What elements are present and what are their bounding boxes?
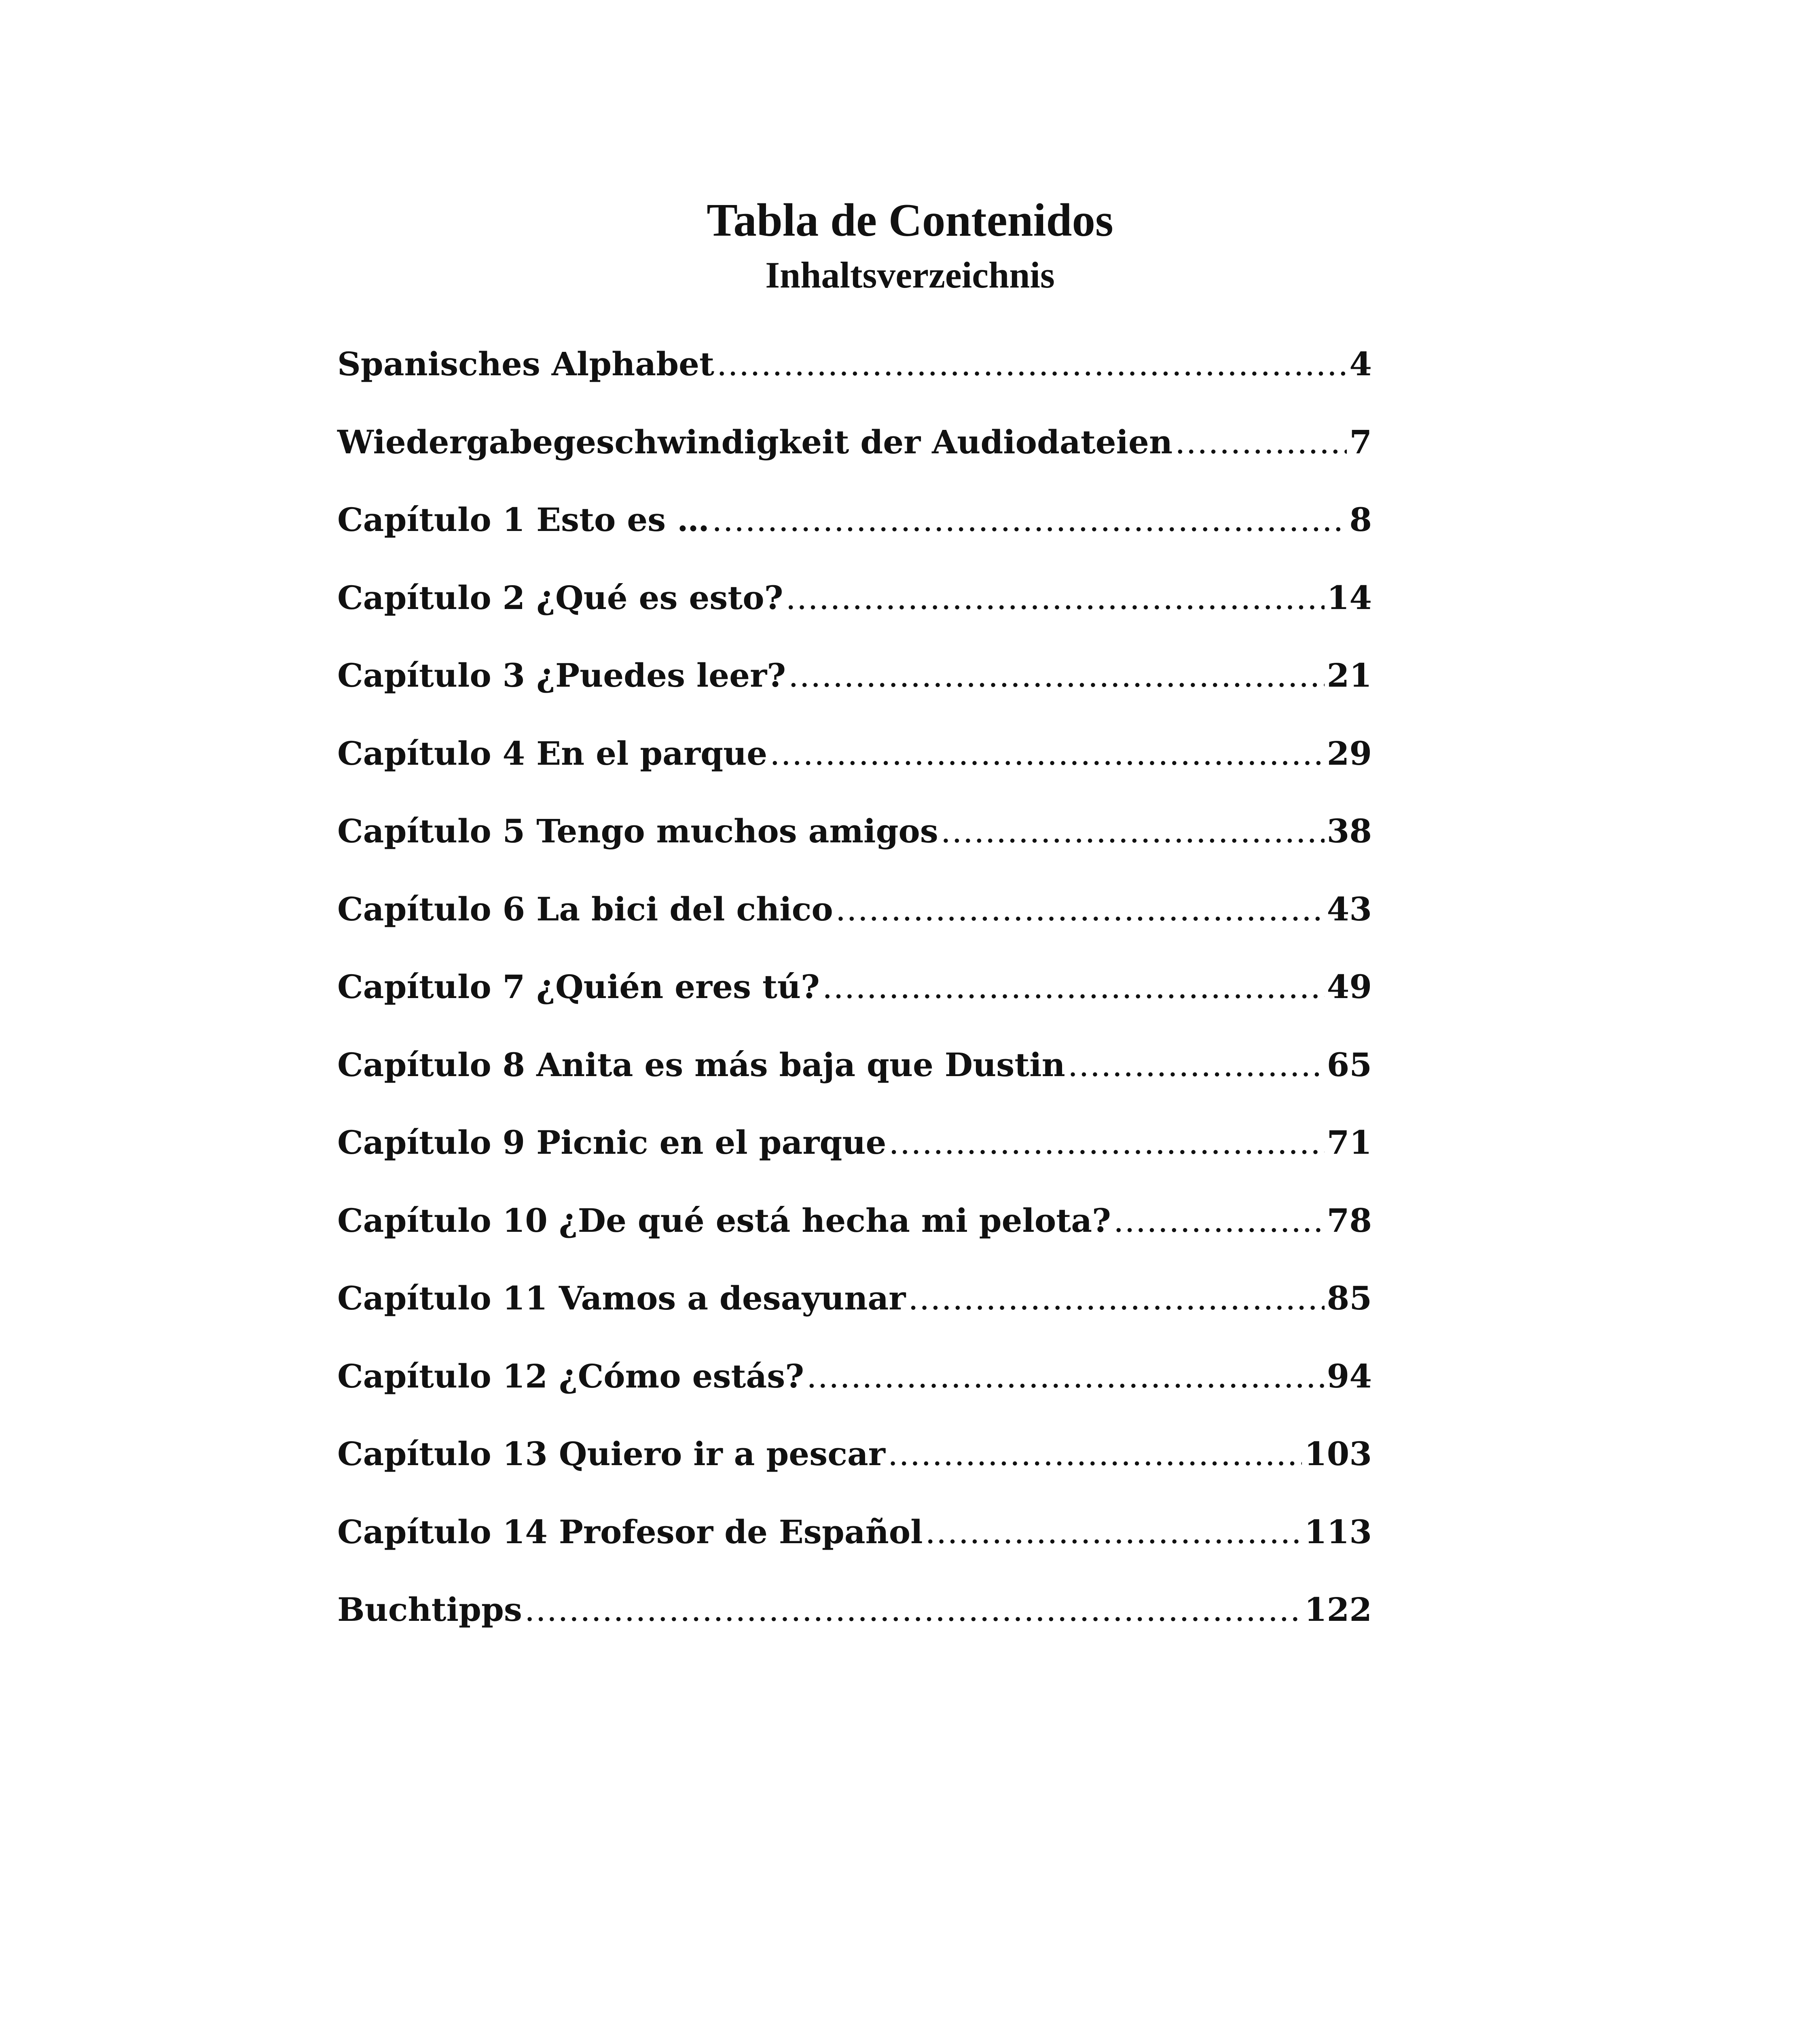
toc-subtitle: Inhaltsverzeichnis bbox=[765, 254, 1055, 296]
toc-entry-page: 29 bbox=[1327, 734, 1372, 772]
toc-entry-page: 38 bbox=[1327, 812, 1372, 850]
toc-entry-label: Capítulo 1 Esto es … bbox=[337, 501, 710, 539]
toc-dot-leader bbox=[925, 1510, 1302, 1555]
toc-entry-page: 49 bbox=[1327, 968, 1372, 1006]
toc-entry[interactable] bbox=[337, 1510, 1372, 1588]
toc-entry[interactable] bbox=[337, 809, 1372, 887]
toc-entry-label: Capítulo 3 ¿Puedes leer? bbox=[337, 656, 786, 694]
toc-entry-page: 78 bbox=[1327, 1201, 1372, 1239]
toc-entry[interactable] bbox=[337, 497, 1372, 575]
toc-entry-label: Buchtipps bbox=[337, 1591, 522, 1629]
toc-entry-page: 8 bbox=[1349, 501, 1372, 539]
toc-entry-page: 103 bbox=[1304, 1435, 1372, 1473]
toc-entry-label: Capítulo 10 ¿De qué está hecha mi pelota? bbox=[337, 1201, 1111, 1239]
table-of-contents bbox=[337, 342, 1372, 1665]
toc-entry[interactable] bbox=[337, 731, 1372, 809]
toc-entry[interactable] bbox=[337, 1354, 1372, 1432]
toc-entry-page: 71 bbox=[1327, 1123, 1372, 1161]
toc-entry-page: 21 bbox=[1327, 656, 1372, 694]
toc-entry-label: Capítulo 7 ¿Quién eres tú? bbox=[337, 968, 820, 1006]
toc-entry[interactable] bbox=[337, 1043, 1372, 1121]
toc-entry-label: Capítulo 4 En el parque bbox=[337, 734, 768, 772]
toc-dot-leader bbox=[712, 498, 1347, 542]
toc-entry-page: 122 bbox=[1304, 1591, 1372, 1629]
toc-entry-label: Wiedergabegeschwindigkeit der Audiodateien bbox=[337, 423, 1173, 461]
toc-dot-leader bbox=[1113, 1199, 1325, 1243]
toc-dot-leader bbox=[1068, 1043, 1325, 1087]
toc-dot-leader bbox=[1175, 420, 1347, 465]
toc-entry-label: Capítulo 9 Picnic en el parque bbox=[337, 1123, 887, 1161]
toc-entry-page: 43 bbox=[1327, 890, 1372, 928]
toc-entry[interactable] bbox=[337, 1587, 1372, 1665]
toc-entry[interactable] bbox=[337, 575, 1372, 654]
toc-entry-page: 85 bbox=[1327, 1279, 1372, 1317]
toc-entry-label: Capítulo 11 Vamos a desayunar bbox=[337, 1279, 906, 1317]
toc-dot-leader bbox=[836, 887, 1325, 932]
toc-entry-page: 4 bbox=[1349, 345, 1372, 383]
toc-dot-leader bbox=[888, 1432, 1302, 1476]
toc-entry-label: Capítulo 12 ¿Cómo estás? bbox=[337, 1357, 804, 1395]
toc-entry-label: Capítulo 13 Quiero ir a pescar bbox=[337, 1435, 885, 1473]
toc-dot-leader bbox=[822, 965, 1325, 1009]
toc-entry-label: Capítulo 2 ¿Qué es esto? bbox=[337, 578, 783, 617]
toc-entry-page: 113 bbox=[1304, 1512, 1372, 1551]
toc-dot-leader bbox=[770, 732, 1325, 776]
toc-title: Tabla de Contenidos bbox=[707, 195, 1113, 246]
toc-entry-page: 7 bbox=[1349, 423, 1372, 461]
toc-entry-page: 65 bbox=[1327, 1045, 1372, 1084]
toc-dot-leader bbox=[717, 342, 1347, 387]
toc-entry[interactable] bbox=[337, 420, 1372, 498]
toc-dot-leader bbox=[788, 654, 1325, 698]
toc-entry[interactable] bbox=[337, 1276, 1372, 1354]
toc-entry-label: Capítulo 5 Tengo muchos amigos bbox=[337, 812, 938, 850]
toc-entry[interactable] bbox=[337, 964, 1372, 1043]
toc-entry-label: Capítulo 14 Profesor de Español bbox=[337, 1512, 923, 1551]
toc-entry-label: Capítulo 8 Anita es más baja que Dustin bbox=[337, 1045, 1065, 1084]
toc-entry-label: Spanisches Alphabet bbox=[337, 345, 714, 383]
toc-entry-page: 14 bbox=[1327, 578, 1372, 617]
toc-entry[interactable] bbox=[337, 342, 1372, 420]
toc-entry[interactable] bbox=[337, 1120, 1372, 1198]
toc-dot-leader bbox=[908, 1276, 1324, 1321]
toc-dot-leader bbox=[785, 576, 1324, 620]
toc-dot-leader bbox=[889, 1121, 1324, 1165]
toc-dot-leader bbox=[941, 809, 1325, 854]
toc-entry[interactable] bbox=[337, 653, 1372, 731]
toc-dot-leader bbox=[525, 1588, 1302, 1632]
toc-entry-label: Capítulo 6 La bici del chico bbox=[337, 890, 833, 928]
toc-entry[interactable] bbox=[337, 1432, 1372, 1510]
toc-entry-page: 94 bbox=[1327, 1357, 1372, 1395]
toc-dot-leader bbox=[806, 1354, 1325, 1399]
toc-entry[interactable] bbox=[337, 887, 1372, 965]
toc-entry[interactable] bbox=[337, 1198, 1372, 1276]
